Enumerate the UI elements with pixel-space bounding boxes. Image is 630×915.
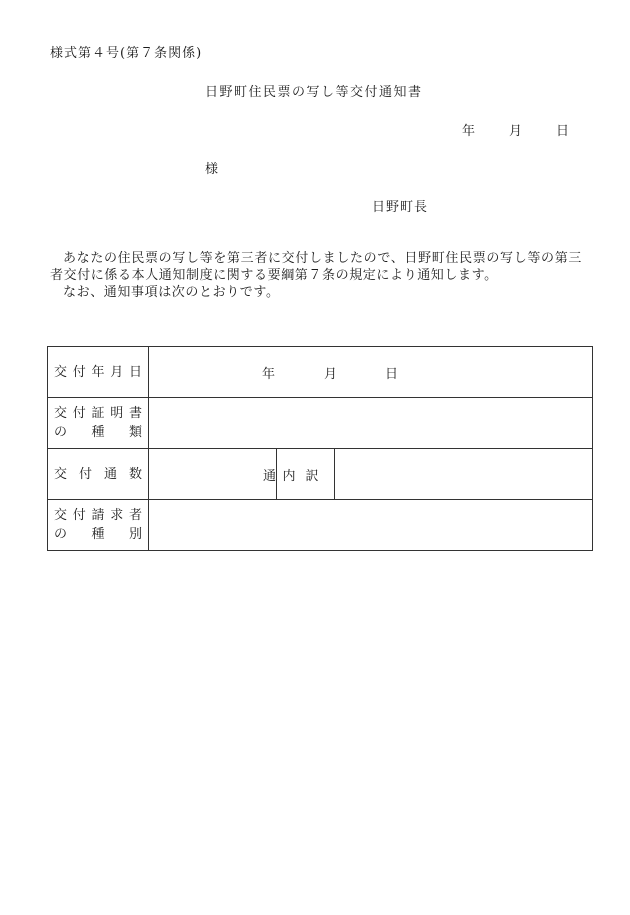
table-date-year-unit: 年 [262, 367, 276, 382]
document-title: 日野町住民票の写し等交付通知書 [205, 85, 423, 100]
value-issue-date [149, 347, 593, 398]
table-row-copies [48, 449, 593, 500]
table-row-issue-date [48, 347, 593, 398]
table-date-day-unit: 日 [385, 367, 399, 382]
form-number: 様式第４号(第７条関係) [50, 46, 203, 61]
value-breakdown [335, 449, 593, 500]
copies-unit: 通 [262, 468, 276, 484]
table-date-month-unit: 月 [324, 367, 338, 382]
date-month-unit: 月 [509, 124, 523, 139]
date-year-unit: 年 [462, 124, 476, 139]
notice-paragraph-2: なお、通知事項は次のとおりです。 [63, 285, 280, 300]
notice-paragraph-1: あなたの住民票の写し等を第三者に交付しましたので、日野町住民票の写し等の第三者交付に係る本人通知制度に関する要綱第７条の規定により通知します。 [50, 251, 582, 283]
notice-body [50, 250, 582, 301]
value-copies [149, 449, 277, 500]
addressee-suffix: 様 [205, 162, 219, 177]
date-day-unit: 日 [556, 124, 570, 139]
label-issue-date: 交付年月日 [48, 347, 149, 398]
label-breakdown: 内訳 [277, 449, 335, 500]
issuer-name: 日野町長 [372, 200, 429, 215]
issue-date [462, 120, 569, 139]
label-copies: 交付通数 [48, 449, 149, 500]
value-requester-type [149, 500, 593, 551]
notice-details-table [47, 346, 593, 551]
label-certificate-type: 交付証明書 の種類 [48, 398, 149, 449]
value-certificate-type [149, 398, 593, 449]
label-requester-type: 交付請求者 の種別 [48, 500, 149, 551]
table-row-certificate-type [48, 398, 593, 449]
table-row-requester-type [48, 500, 593, 551]
